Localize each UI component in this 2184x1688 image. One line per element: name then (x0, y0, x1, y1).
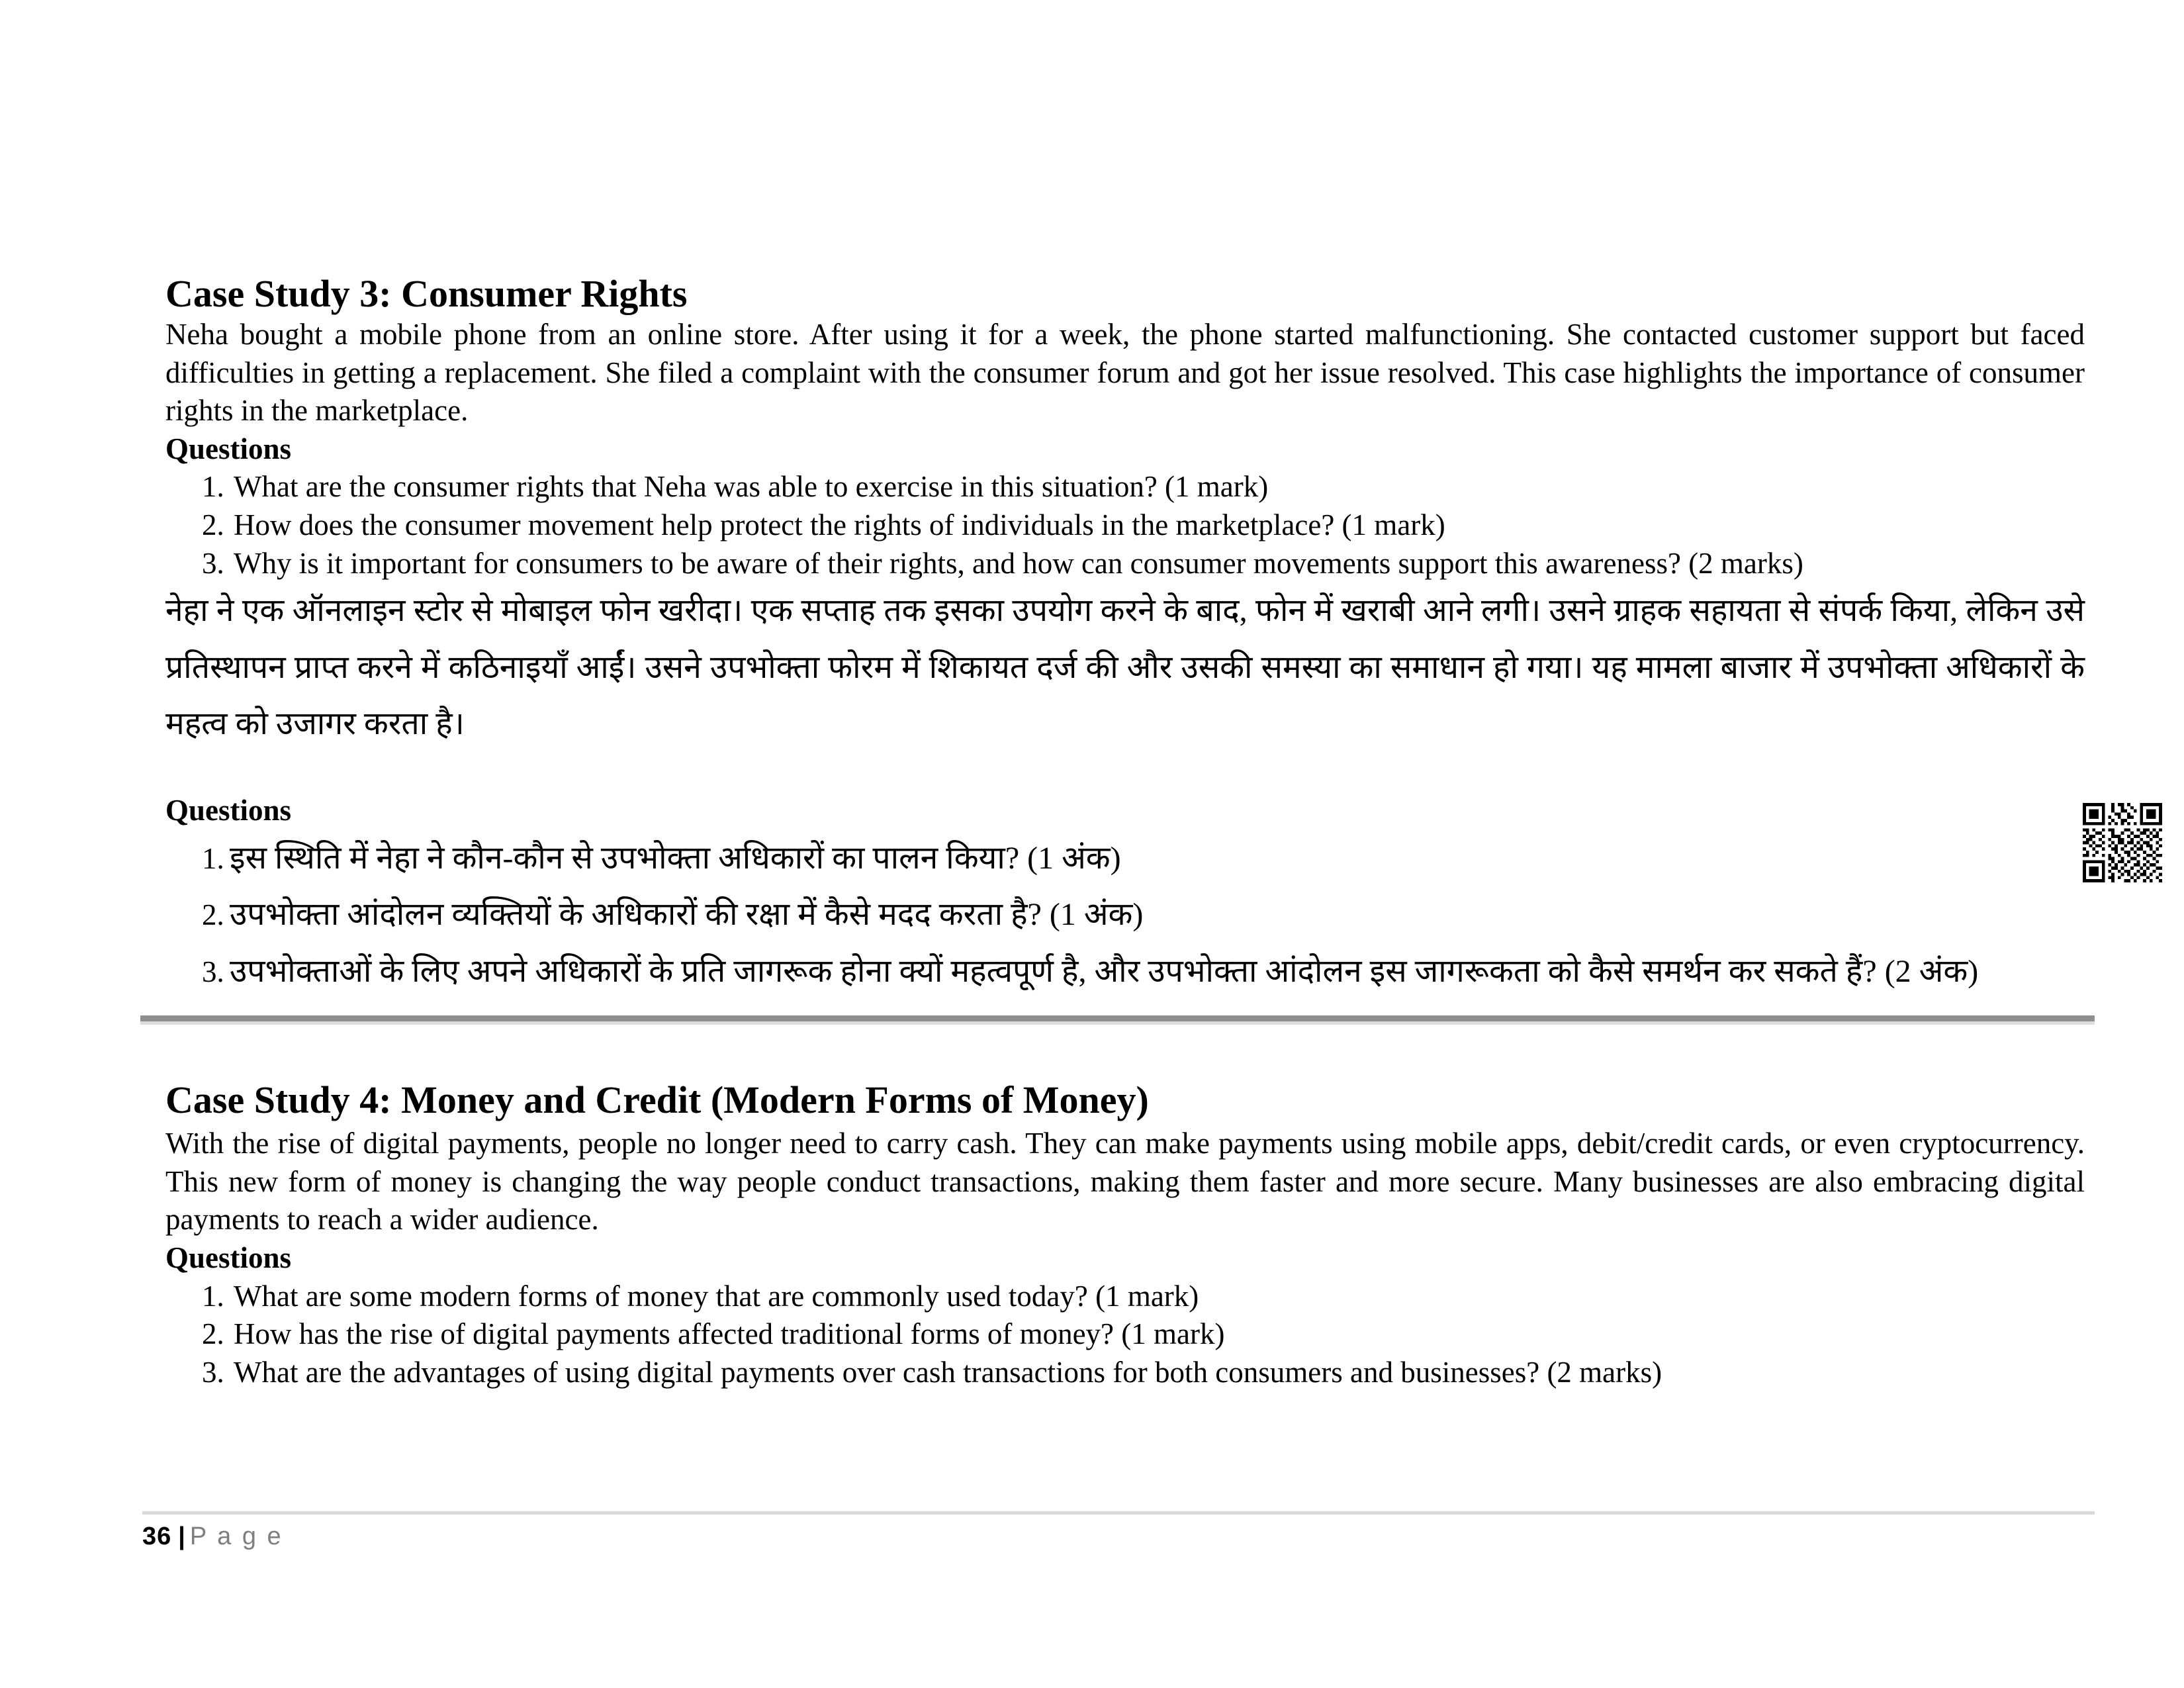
question-text: What are the consumer rights that Neha was able to exercise in this situation? (1 mark) (234, 470, 1269, 504)
list-item (165, 1278, 2085, 1316)
case-study-4-title: Case Study 4: Money and Credit (Modern Forms of Money) (165, 1078, 1149, 1122)
page-label: P a g e (189, 1523, 283, 1550)
footer-separator: | (178, 1523, 186, 1550)
footer-divider (142, 1511, 2095, 1515)
case-study-3-title: Case Study 3: Consumer Rights (165, 272, 688, 315)
list-item (165, 830, 2085, 886)
page-number: 36 (142, 1523, 172, 1550)
list-item-number: 3. (202, 546, 224, 580)
case-study-4-body: With the rise of digital payments, people no longer need to carry cash. They can make payments using mobile apps, debit/credit cards, or even cryptocurrency. This new form of money is changing the way people conduct transactions, making them faster and more secure. Many businesses are also embracing digital payments to reach a wider audience. (165, 1127, 2085, 1237)
section-divider (140, 1015, 2095, 1025)
list-item-number: 2. (202, 508, 224, 541)
list-item (165, 886, 2085, 943)
list-item-number: 1. (202, 842, 224, 876)
question-text: Why is it important for consumers to be aware of their rights, and how can consumer movements support this awareness? (2 marks) (234, 546, 1803, 580)
list-item-number: 3. (202, 1355, 224, 1389)
case-study-3-hindi-questions-list (165, 830, 2085, 1000)
case-study-3-hindi-body: नेहा ने एक ऑनलाइन स्टोर से मोबाइल फोन खरीदा। एक सप्ताह तक इसका उपयोग करने के बाद, फोन में खराबी आने लगी। उसने ग्राहक सहायता से संपर्क किया, लेकिन उसे प्रतिस्थापन प्राप्त करने में कठिनाइयाँ आईं। उसने उपभोक्ता फोरम में शिकायत दर्ज की और उसकी समस्या का समाधान हो गया। यह मामला बाजार में उपभोक्ता अधिकारों के महत्व को उजागर करता है। (165, 593, 2085, 741)
question-text: How has the rise of digital payments affected traditional forms of money? (1 mark) (234, 1317, 1225, 1351)
list-item (165, 506, 2085, 545)
question-text: उपभोक्ता आंदोलन व्यक्तियों के अधिकारों की रक्षा में कैसे मदद करता है? (1 अंक) (230, 897, 1144, 933)
case-study-3-questions-label: Questions (165, 432, 292, 465)
page-content (165, 273, 2085, 1391)
list-item (165, 1354, 2085, 1392)
list-item-number: 2. (202, 898, 224, 932)
list-item-number: 2. (202, 1317, 224, 1351)
list-item (165, 1315, 2085, 1354)
case-study-3-questions-list (165, 468, 2085, 583)
question-text: इस स्थिति में नेहा ने कौन-कौन से उपभोक्ता अधिकारों का पालन किया? (1 अंक) (230, 841, 1121, 876)
question-text: उपभोक्ताओं के लिए अपने अधिकारों के प्रति जागरूक होना क्यों महत्वपूर्ण है, और उपभोक्ता आंदोलन इस जागरूकता को कैसे समर्थन कर सकते हैं? (2 अंक) (230, 953, 1979, 989)
page-footer (142, 1523, 283, 1551)
list-item-number: 1. (202, 1279, 224, 1313)
list-item-number: 3. (202, 955, 224, 988)
case-study-3-body: Neha bought a mobile phone from an online store. After using it for a week, the phone started malfunctioning. She contacted customer support but faced difficulties in getting a replacement. She filed a complaint with the consumer forum and got her issue resolved. This case highlights the importance of consumer rights in the marketplace. (165, 317, 2085, 428)
question-text: How does the consumer movement help protect the rights of individuals in the marketplace? (1 mark) (234, 508, 1445, 541)
list-item (165, 545, 2085, 583)
list-item (165, 943, 2085, 1000)
question-text: What are some modern forms of money that are commonly used today? (1 mark) (234, 1279, 1199, 1313)
qr-code-icon (2083, 803, 2162, 882)
case-study-4-questions-list (165, 1278, 2085, 1392)
list-item-number: 1. (202, 470, 224, 504)
case-study-4-questions-label: Questions (165, 1241, 292, 1275)
list-item (165, 468, 2085, 506)
question-text: What are the advantages of using digital payments over cash transactions for both consumers and businesses? (2 marks) (234, 1355, 1662, 1389)
case-study-3-hindi-questions-label: Questions (165, 794, 292, 827)
